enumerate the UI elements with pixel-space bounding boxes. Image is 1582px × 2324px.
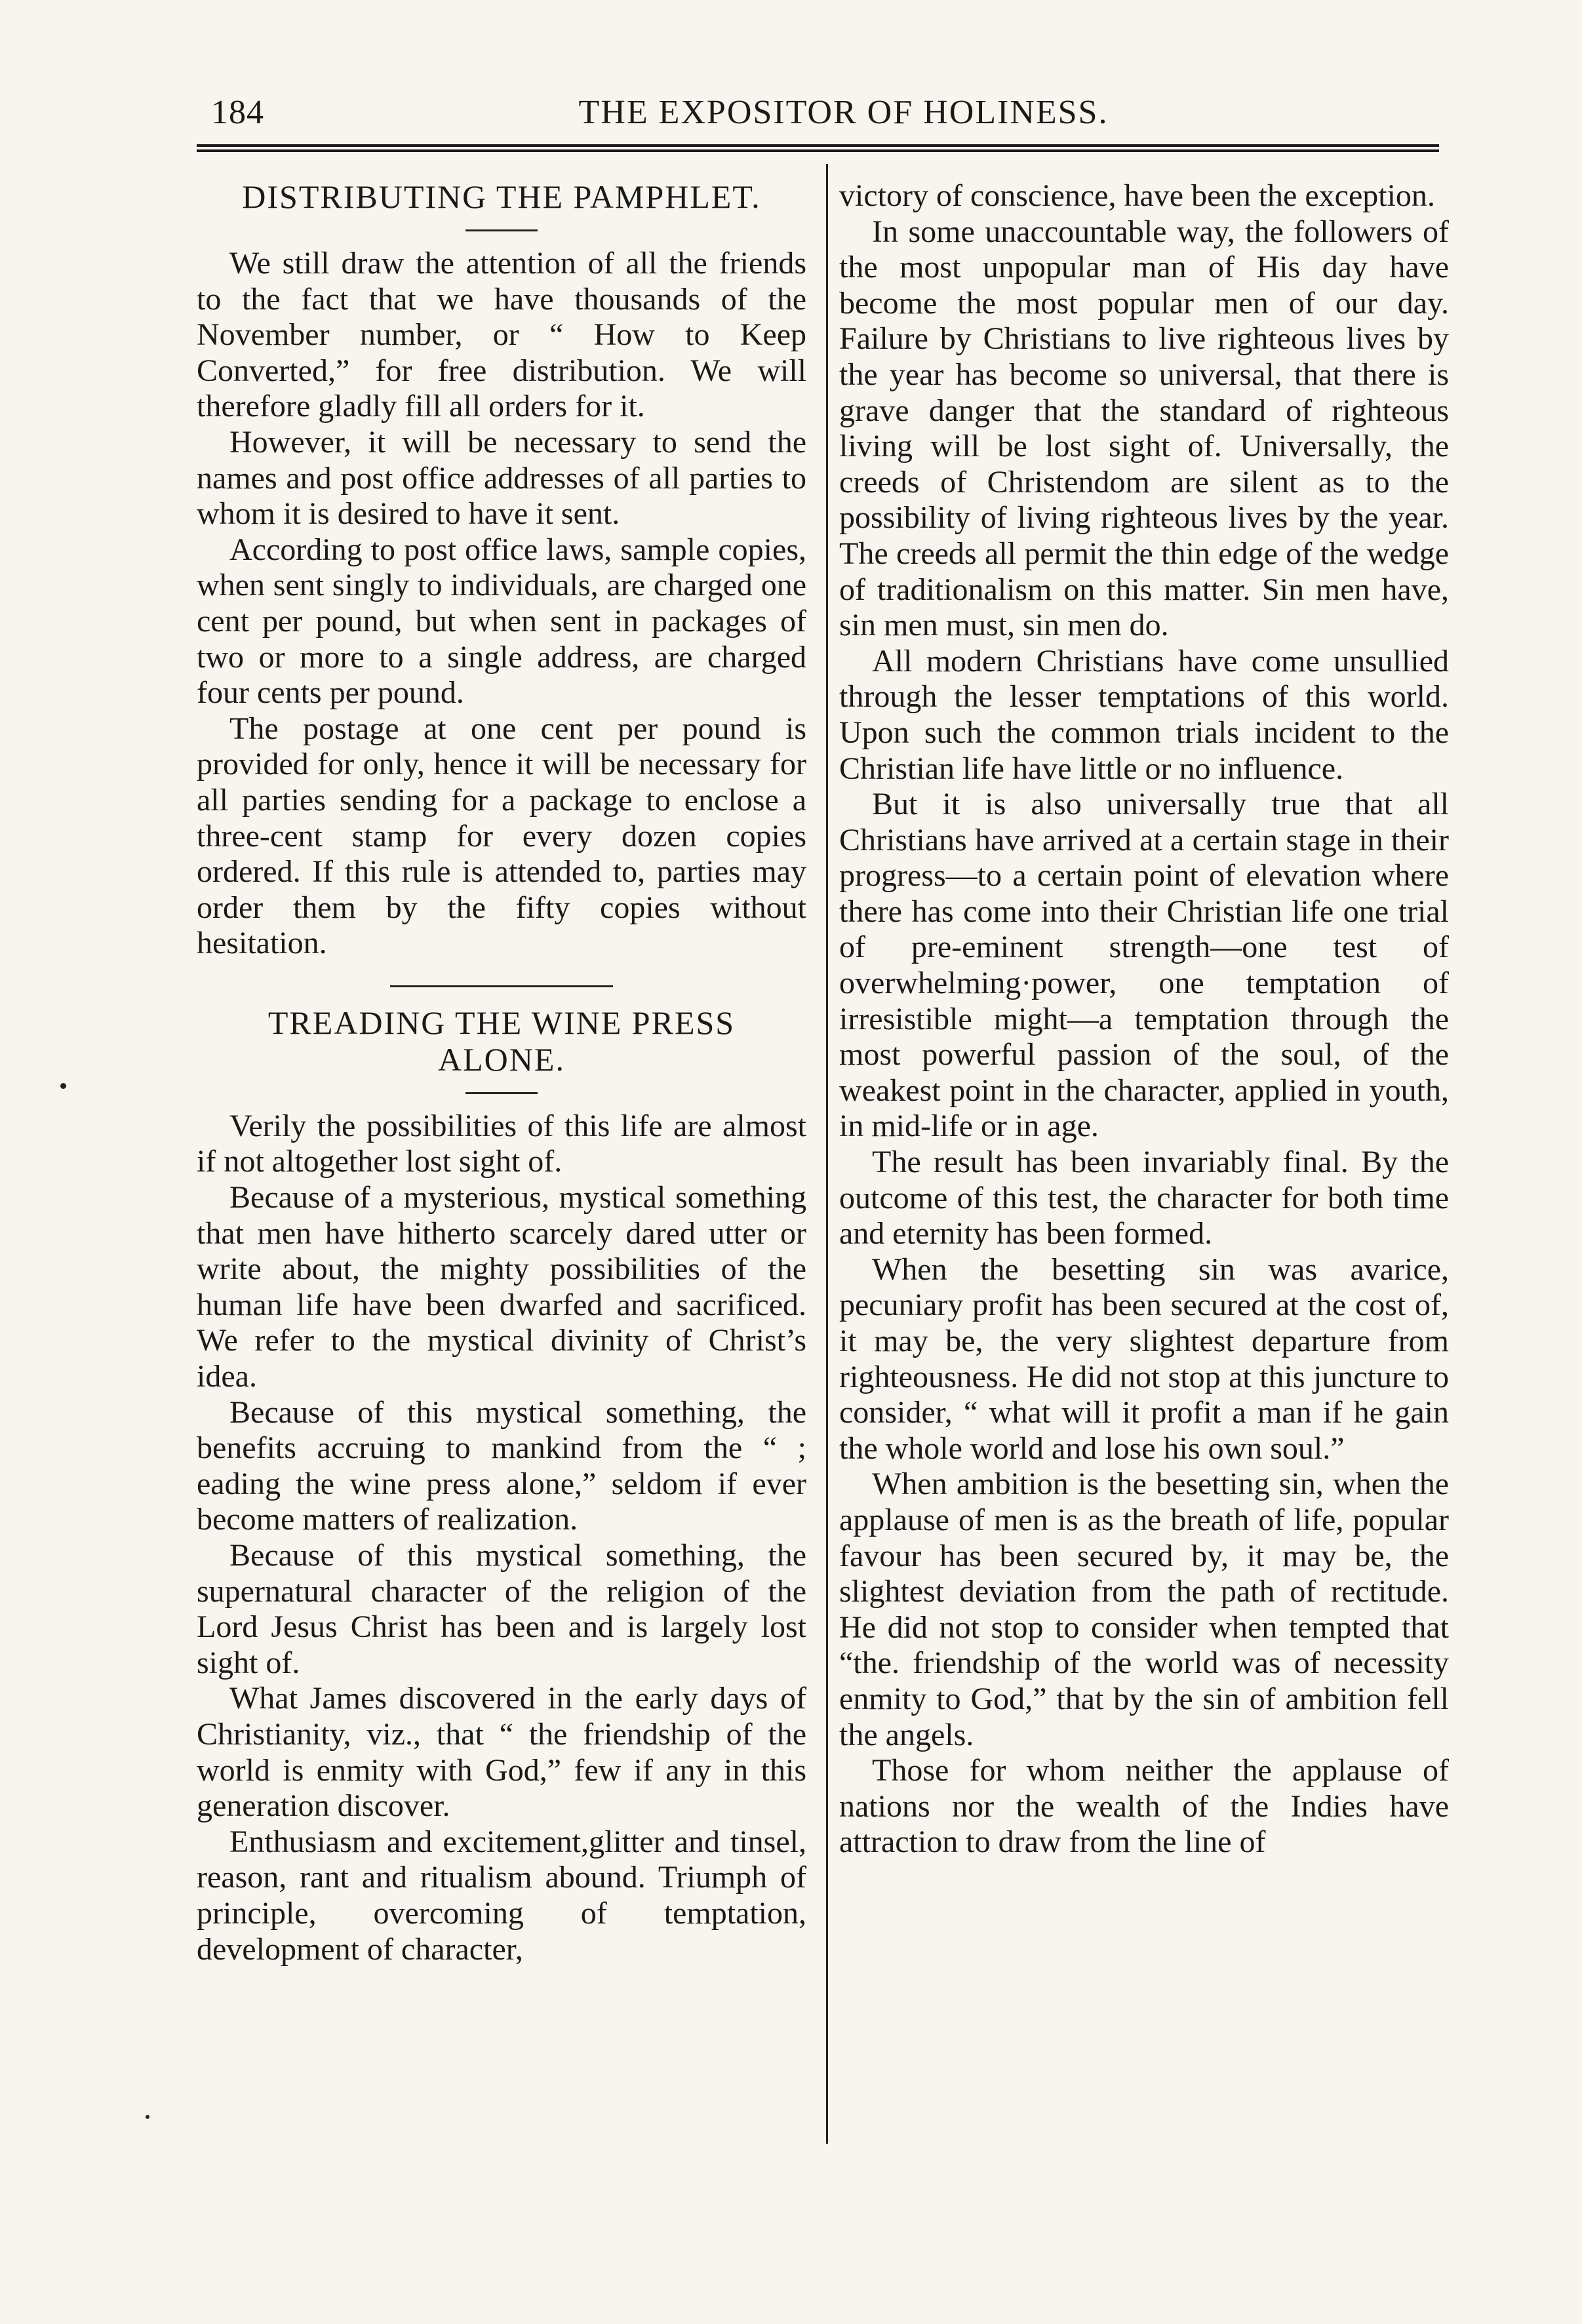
article1-paragraph: The postage at one cent per pound is provided for only, hence it will be necessary for all parties sending for a package to enclose a three-cent stamp for every dozen copies ordered. If this rule is attended to, parties may order them by the fifty copies without hesitation. bbox=[197, 711, 806, 961]
article-title-distributing: DISTRIBUTING THE PAMPHLET. bbox=[242, 178, 761, 215]
right-paragraph: When the besetting sin was avarice, pecuniary profit has been secured at the cost of, it may be, the very slightest departure from righteousness. He did not stop at this juncture to consider, “ what will it profit a man if he gain the whole world and lose his own soul.” bbox=[839, 1251, 1449, 1466]
right-paragraph: The result has been invariably final. By the outcome of this test, the character for both time and eternity has been formed. bbox=[839, 1145, 1449, 1251]
article2-paragraph: Because of this mystical something, the benefits accruing to mankind from the “ ; eading the wine press alone,” seldom if ever become matters of realization. bbox=[197, 1394, 806, 1537]
right-paragraph: All modern Christians have come unsullied through the lesser temptations of this world. Upon such the common trials incident to the Christian life have little or no influence. bbox=[839, 643, 1449, 786]
article2-paragraph: Verily the possibilities of this life are almost if not altogether lost sight of. bbox=[197, 1108, 806, 1179]
article1-paragraph: According to post office laws, sample copies, when sent singly to individuals, are charged one cent per pound, but when sent in packages of two or more to a single address, are charged four cents per pound. bbox=[197, 532, 806, 711]
article-title-treading-line2: ALONE. bbox=[438, 1040, 565, 1078]
right-paragraph: Those for whom neither the applause of nations nor the wealth of the Indies have attraction to draw from the line of bbox=[839, 1753, 1449, 1860]
title-rule bbox=[465, 229, 538, 231]
article2-paragraph: What James discovered in the early days of Christianity, viz., that “ the friendship of the world is enmity with God,” few if any in this generation discover. bbox=[197, 1681, 806, 1824]
column-divider bbox=[826, 164, 828, 2144]
right-paragraph: When ambition is the besetting sin, when the applause of men is as the breath of life, popular favour has been secured by, it may be, the slightest deviation from the path of rectitude. He did not stop to consider when tempted that “the. friendship of the world was of necessity enmity to God,” that by the sin of ambition fell the angels. bbox=[839, 1467, 1449, 1752]
ink-speck bbox=[60, 1083, 66, 1089]
right-column bbox=[839, 178, 1449, 1861]
page-number: 184 bbox=[211, 94, 264, 131]
ink-speck bbox=[146, 2115, 149, 2119]
article1-paragraph: We still draw the attention of all the friends to the fact that we have thousands of the November number, or “ How to Keep Converted,” for free distribution. We will therefore gladly fill all orders for it. bbox=[197, 246, 806, 424]
title-rule bbox=[465, 1092, 538, 1094]
article2-paragraph: Enthusiasm and excitement,glitter and tinsel, reason, rant and ritualism abound. Triumph of principle, overcoming of temptation, development of character, bbox=[197, 1824, 806, 1967]
continuation-paragraph: victory of conscience, have been the exception. bbox=[839, 178, 1435, 213]
running-head: THE EXPOSITOR OF HOLINESS. bbox=[578, 94, 1109, 131]
header-double-rule bbox=[197, 144, 1439, 152]
section-separator-rule bbox=[390, 985, 613, 987]
article-title-treading-line1: TREADING THE WINE PRESS bbox=[267, 1004, 736, 1041]
article2-paragraph: Because of a mysterious, mystical something that men have hitherto scarcely dared utter or write about, the mighty possibilities of the human life have been dwarfed and sacrificed. We refer to the mystical divinity of Christ’s idea. bbox=[197, 1180, 806, 1394]
article1-paragraph: However, it will be necessary to send the names and post office addresses of all parties to whom it is desired to have it sent. bbox=[197, 424, 806, 532]
right-paragraph: In some unaccountable way, the followers of the most unpopular man of His day have become the most popular men of our day. Failure by Christians to live righteous lives by the year has become so universal, that there is grave danger that the standard of righteous living will be lost sight of. Universally, the creeds of Christendom are silent as to the possibility of living righteous lives by the year. The creeds all permit the thin edge of the wedge of traditionalism on this matter. Sin men have, sin men must, sin men do. bbox=[839, 214, 1449, 643]
article2-paragraph: Because of this mystical something, the supernatural character of the religion of the Lord Jesus Christ has been and is largely lost sight of. bbox=[197, 1538, 806, 1680]
right-paragraph: But it is also universally true that all Christians have arrived at a certain stage in their progress—to a certain point of elevation where there has come into their Christian life one trial of pre-eminent strength—one test of overwhelming·power, one temptation of irresistible might—a temptation through the most powerful passion of the soul, of the weakest point in the character, applied in youth, in mid-life or in age. bbox=[839, 787, 1449, 1144]
left-column bbox=[197, 178, 806, 1967]
